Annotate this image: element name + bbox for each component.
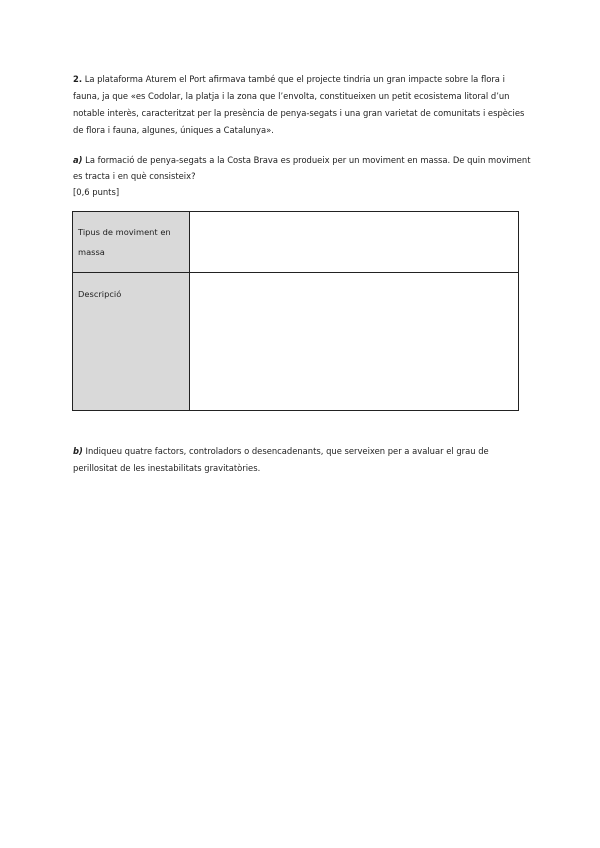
part-b-label: b) — [73, 446, 83, 456]
row-header-description: Descripció — [73, 273, 190, 411]
answer-table — [72, 211, 519, 411]
row-header-movement-type: Tipus de moviment en massa — [73, 212, 190, 273]
question-intro — [73, 71, 533, 139]
part-b-text: Indiqueu quatre factors, controladors o desencadenants, que serveixen per a avaluar el grau de perillositat de les inestabilitats gravitatòries. — [73, 446, 489, 473]
answer-cell-description[interactable] — [190, 273, 519, 411]
part-a-prompt — [73, 152, 533, 200]
part-a-label: a) — [73, 155, 83, 165]
question-number: 2. — [73, 74, 83, 84]
answer-row-type — [73, 212, 519, 273]
question-intro-text: La plataforma Aturem el Port afirmava també que el projecte tindria un gran impacte sobre la flora i fauna, ja que «es Codolar, la platja i la zona que l’envolta, constitueixen un petit ecosistema litoral d’un notable interès, caracteritzat per la presència de penya-segats i una gran varietat de comunitats i espècies de flora i fauna, algunes, úniques a Catalunya». — [73, 74, 525, 135]
part-a-points: [0,6 punts] — [73, 187, 120, 197]
answer-cell-movement-type[interactable] — [190, 212, 519, 273]
answer-row-description — [73, 273, 519, 411]
part-b-prompt — [73, 443, 533, 477]
part-a-text: La formació de penya-segats a la Costa Brava es produeix per un moviment en massa. De quin moviment es tracta i en què consisteix? — [73, 155, 531, 181]
